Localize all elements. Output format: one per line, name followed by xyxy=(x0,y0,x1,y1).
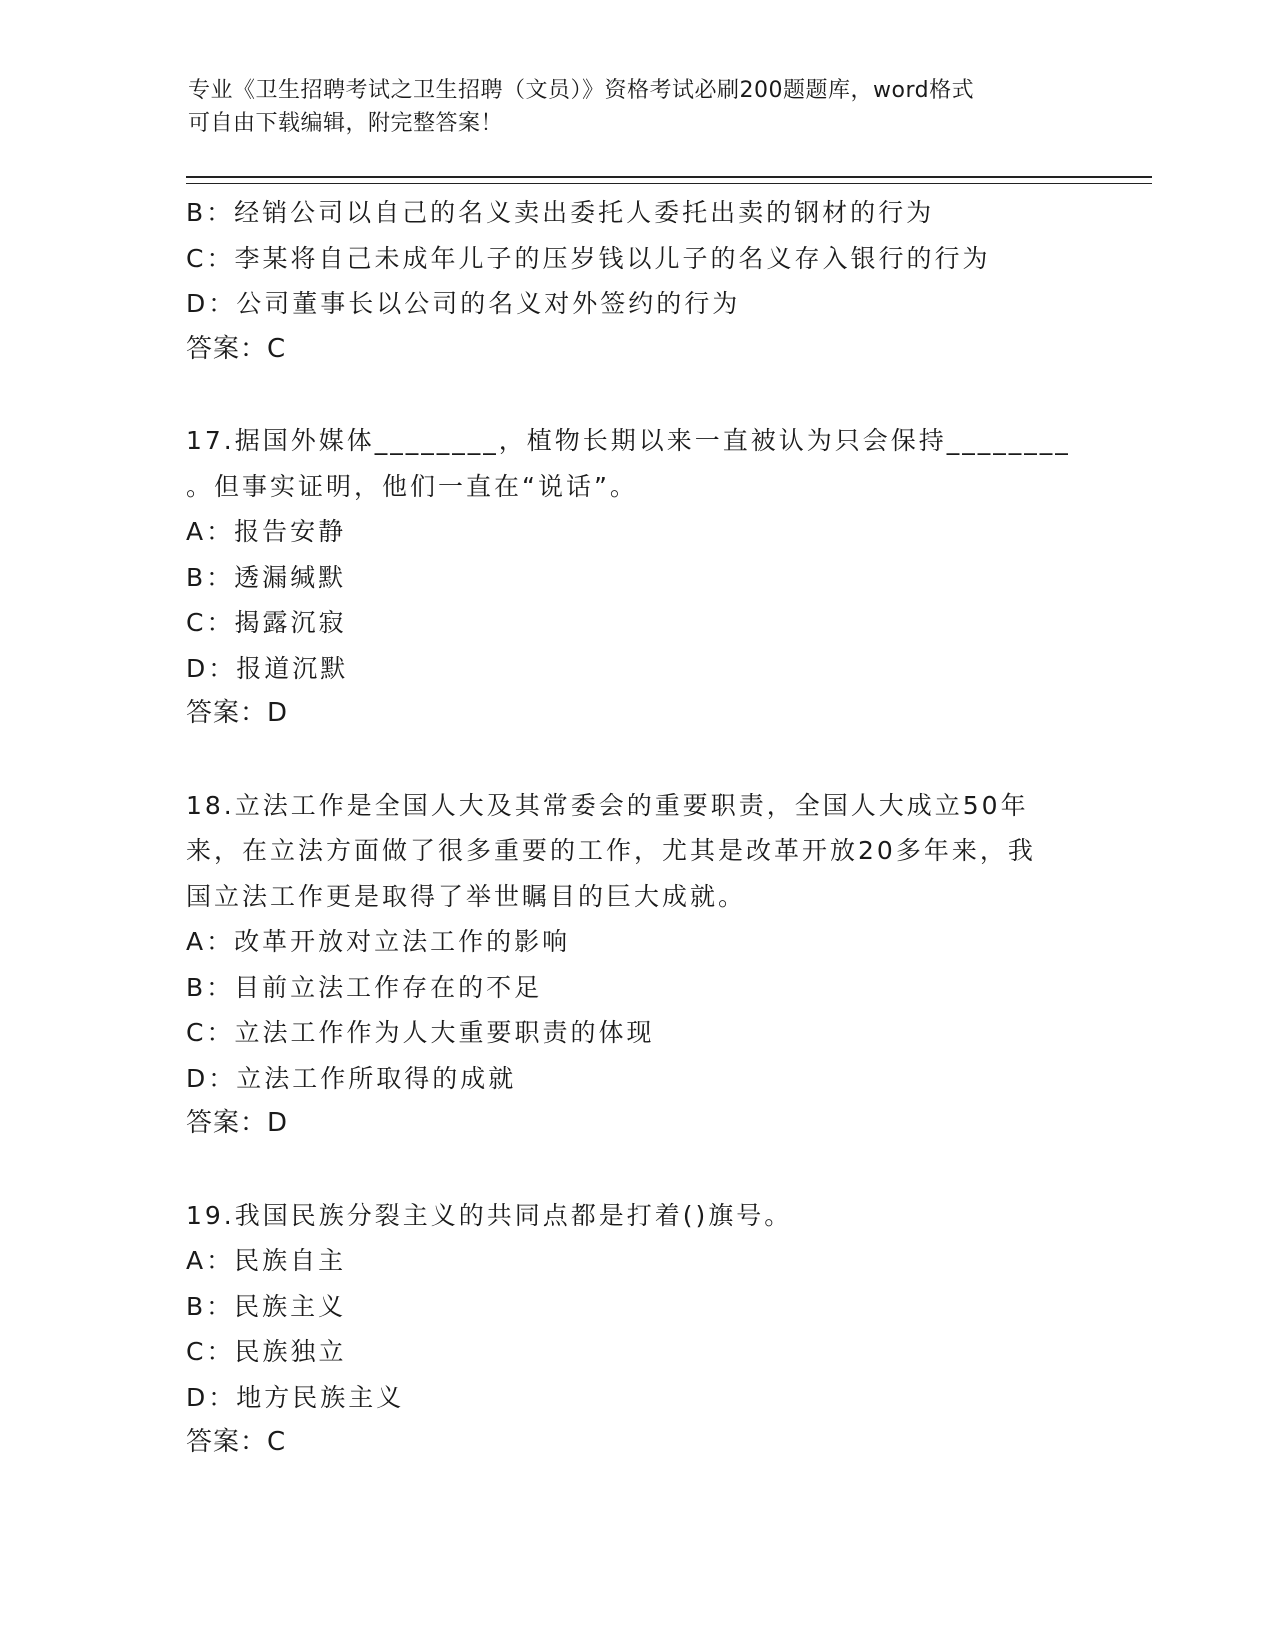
document-header xyxy=(188,74,1088,140)
option-d: D：立法工作所取得的成就 xyxy=(186,1063,517,1093)
option-c: C：立法工作作为人大重要职责的体现 xyxy=(186,1018,655,1047)
option-b: B：民族主义 xyxy=(186,1291,347,1321)
document-body xyxy=(186,190,1086,1466)
question-stem-line: 来，在立法方面做了很多重要的工作，尤其是改革开放20多年来，我 xyxy=(186,836,1036,865)
answer: 答案：C xyxy=(186,1427,287,1457)
question-19 xyxy=(186,1193,1086,1466)
question-stem-line: 19.我国民族分裂主义的共同点都是打着()旗号。 xyxy=(186,1200,793,1230)
option-c: C：李某将自己未成年儿子的压岁钱以儿子的名义存入银行的行为 xyxy=(186,243,991,273)
option-b: B：经销公司以自己的名义卖出委托人委托出卖的钢材的行为 xyxy=(186,198,935,227)
question-18 xyxy=(186,783,1086,1147)
header-line-1: 专业《卫生招聘考试之卫生招聘（文员）》资格考试必刷200题题库，word格式 xyxy=(188,78,975,103)
answer: 答案：D xyxy=(186,698,289,728)
option-b: B：目前立法工作存在的不足 xyxy=(186,972,543,1002)
option-a: A：民族自主 xyxy=(186,1246,347,1275)
header-divider xyxy=(186,176,1152,184)
option-c: C：民族独立 xyxy=(186,1337,347,1366)
option-a: A：报告安静 xyxy=(186,517,347,546)
option-c: C：揭露沉寂 xyxy=(186,608,347,637)
option-b: B：透漏缄默 xyxy=(186,562,347,592)
question-stem-line: 国立法工作更是取得了举世瞩目的巨大成就。 xyxy=(186,881,747,911)
previous-question-continuation xyxy=(186,190,1086,372)
question-stem-line: 18.立法工作是全国人大及其常委会的重要职责，全国人大成立50年 xyxy=(186,790,1029,820)
answer: 答案：D xyxy=(186,1108,289,1138)
answer: 答案：C xyxy=(186,333,287,364)
option-d: D：公司董事长以公司的名义对外签约的行为 xyxy=(186,289,741,318)
question-stem-line: 。但事实证明，他们一直在“说话”。 xyxy=(186,471,638,501)
option-a: A：改革开放对立法工作的影响 xyxy=(186,927,571,956)
question-17 xyxy=(186,418,1086,737)
option-d: D：地方民族主义 xyxy=(186,1382,405,1412)
header-line-2: 可自由下载编辑，附完整答案！ xyxy=(188,111,504,136)
question-stem-line: 17.据国外媒体________，植物长期以来一直被认为只会保持________ xyxy=(186,426,1071,455)
option-d: D：报道沉默 xyxy=(186,653,349,683)
